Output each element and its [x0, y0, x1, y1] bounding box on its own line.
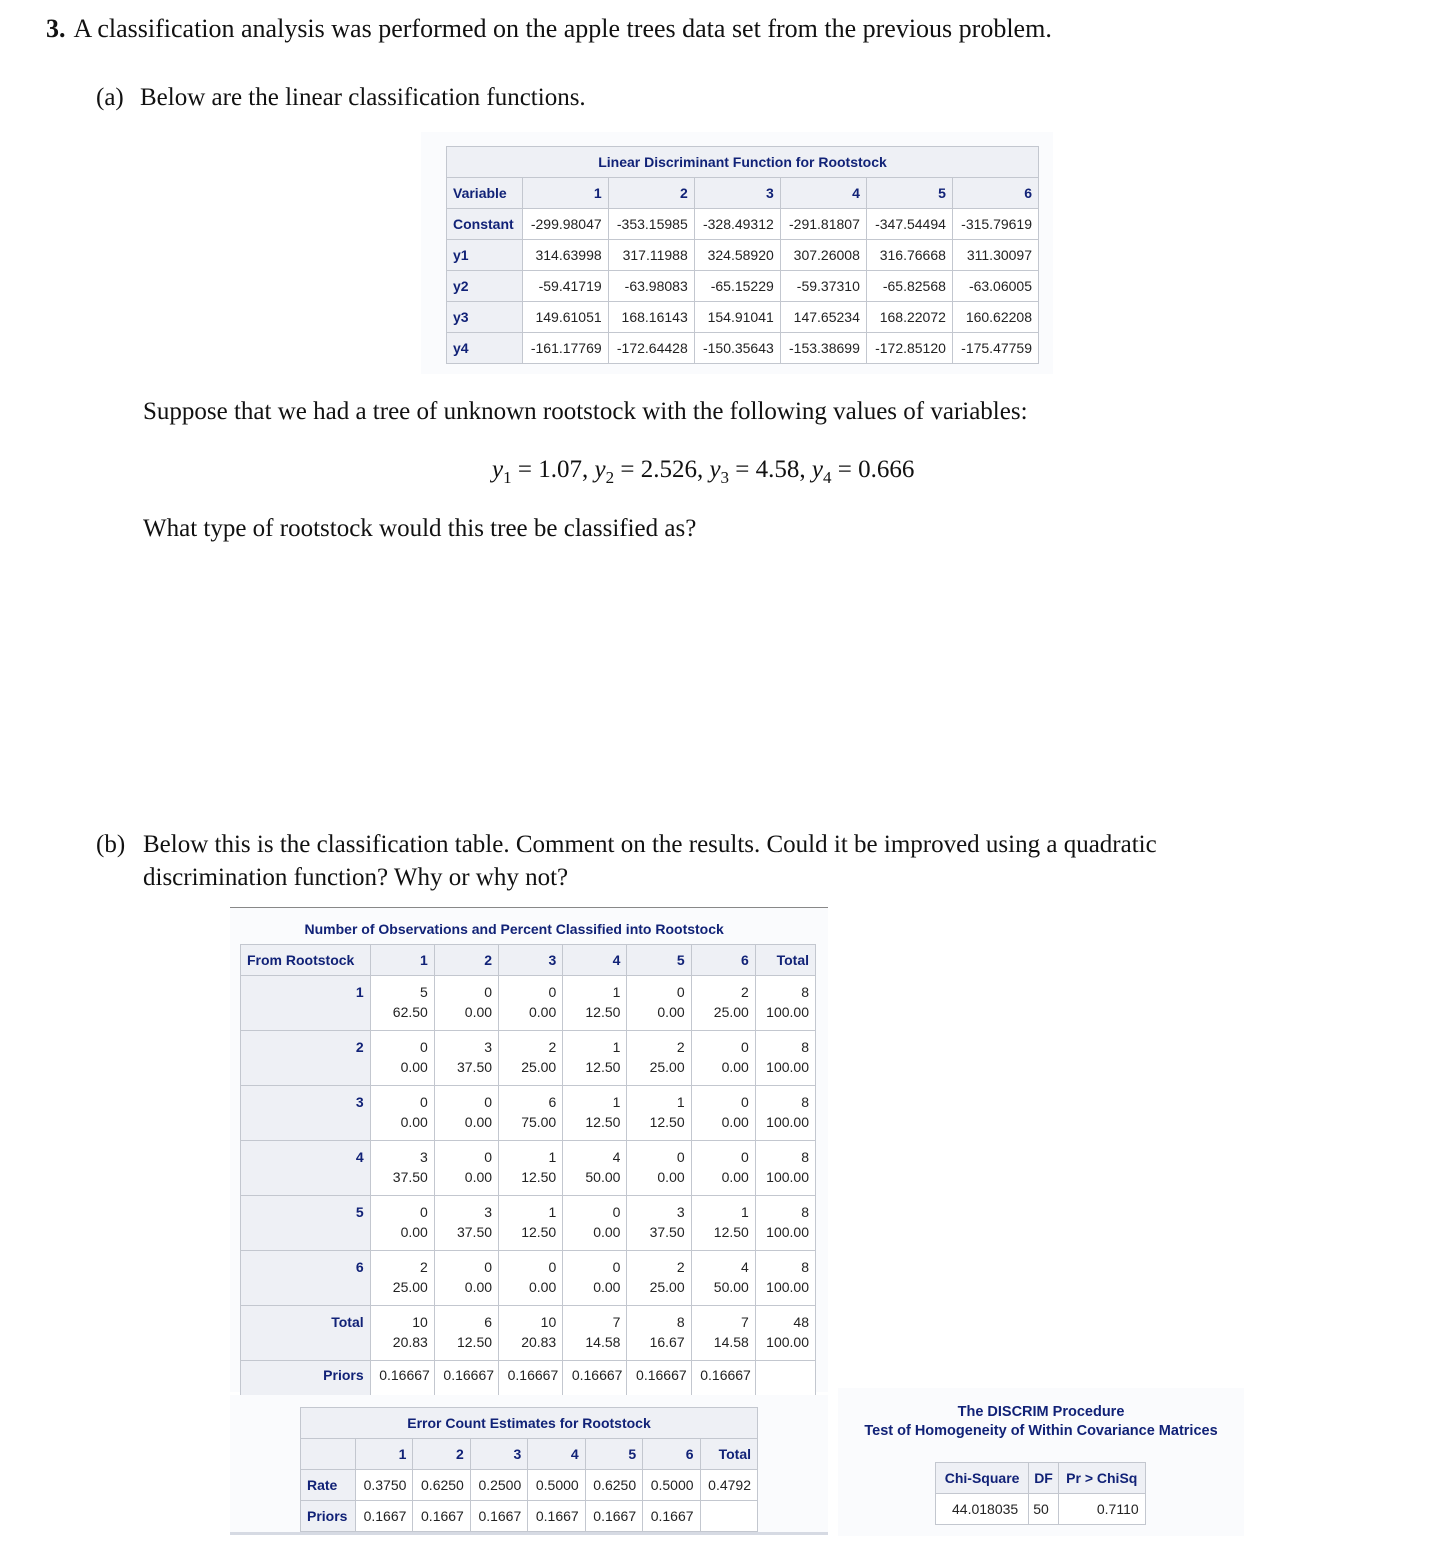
error-rate-cell: 0.5000	[643, 1470, 700, 1501]
classification-count: 0	[676, 1149, 685, 1165]
classification-count: 8	[801, 1094, 809, 1110]
ldf-cell: 316.76668	[866, 240, 952, 271]
classification-count: 6	[484, 1314, 493, 1330]
classification-table	[240, 914, 816, 1416]
classification-cell	[755, 1031, 815, 1086]
classification-count: 0	[484, 1094, 493, 1110]
error-prior-cell: 0.1667	[528, 1501, 585, 1532]
classification-percent: 37.50	[649, 1224, 685, 1240]
error-rate-cell: 0.2500	[470, 1470, 527, 1501]
classification-count: 1	[676, 1094, 685, 1110]
classification-row-label: Total	[241, 1306, 371, 1361]
homogeneity-frame	[838, 1388, 1244, 1536]
classification-percent: 0.00	[464, 1114, 493, 1130]
classification-percent: 25.00	[521, 1059, 557, 1075]
classification-percent: 16.67	[649, 1334, 685, 1350]
classification-count: 0	[612, 1259, 621, 1275]
error-table	[300, 1407, 758, 1532]
ldf-cell: -172.85120	[866, 333, 952, 364]
classification-percent: 0.00	[464, 1004, 493, 1020]
ldf-cell: -353.15985	[608, 209, 694, 240]
error-header-cell: 1	[356, 1439, 413, 1470]
error-rate-cell: 0.6250	[585, 1470, 642, 1501]
ldf-cell: -299.98047	[522, 209, 608, 240]
ldf-cell: -150.35643	[694, 333, 780, 364]
classification-percent: 12.50	[456, 1334, 493, 1350]
classification-row	[241, 1196, 816, 1251]
classification-percent: 100.00	[766, 1169, 809, 1185]
classification-cell	[434, 1196, 498, 1251]
ldf-cell: -65.15229	[694, 271, 780, 302]
classification-percent: 0.00	[400, 1059, 428, 1075]
classification-cell	[563, 1086, 627, 1141]
classification-percent: 0.00	[464, 1169, 493, 1185]
homogeneity-table	[935, 1462, 1146, 1525]
chi-square-header: Chi-Square	[936, 1463, 1029, 1494]
ldf-cell: 160.62208	[952, 302, 1038, 333]
ldf-row	[447, 209, 1039, 240]
classification-cell	[627, 1306, 691, 1361]
classification-cell	[434, 976, 498, 1031]
classification-header-row	[241, 945, 816, 976]
classification-percent: 12.50	[521, 1224, 557, 1240]
classification-count: 1	[612, 984, 621, 1000]
classification-prior: 0.16667	[563, 1361, 627, 1416]
classification-cell	[370, 1251, 434, 1306]
classification-cell	[499, 976, 563, 1031]
classification-cell	[370, 1306, 434, 1361]
ldf-cell: 307.26008	[780, 240, 866, 271]
classification-cell	[563, 1196, 627, 1251]
classification-count: 0	[420, 1039, 428, 1055]
ldf-cell: -347.54494	[866, 209, 952, 240]
error-header-cell: 4	[528, 1439, 585, 1470]
classification-count: 48	[793, 1314, 809, 1330]
ldf-cell: 311.30097	[952, 240, 1038, 271]
ldf-cell: 147.65234	[780, 302, 866, 333]
classification-cell	[691, 1251, 755, 1306]
classification-count: 1	[548, 1204, 557, 1220]
classification-header-cell: Total	[755, 945, 815, 976]
classification-percent: 0.00	[657, 1004, 685, 1020]
error-rate-cell: 0.3750	[356, 1470, 413, 1501]
classification-percent: 0.00	[593, 1279, 621, 1295]
ldf-cell: -59.37310	[780, 271, 866, 302]
classification-cell	[370, 1031, 434, 1086]
suppose-text: Suppose that we had a tree of unknown rootstock with the following values of variables:	[143, 398, 1028, 425]
error-priors-label: Priors	[301, 1501, 356, 1532]
ldf-row	[447, 333, 1039, 364]
classification-count: 8	[676, 1314, 685, 1330]
classification-cell	[370, 976, 434, 1031]
classification-count: 0	[741, 1149, 749, 1165]
classification-row-label: 1	[241, 976, 371, 1031]
classification-percent: 25.00	[649, 1279, 685, 1295]
classification-percent: 12.50	[649, 1114, 685, 1130]
part-b-heading	[96, 828, 1356, 894]
classification-cell	[499, 1141, 563, 1196]
classification-cell	[499, 1306, 563, 1361]
classification-cell	[755, 1196, 815, 1251]
classification-percent: 100.00	[766, 1279, 809, 1295]
classification-percent: 50.00	[713, 1279, 749, 1295]
classification-table-title: Number of Observations and Percent Classified into Rootstock	[241, 914, 816, 945]
ldf-table	[446, 146, 1039, 364]
classification-percent: 25.00	[649, 1059, 685, 1075]
ldf-cell: -63.98083	[608, 271, 694, 302]
homogeneity-test-title: Test of Homogeneity of Within Covariance Matrices	[864, 1423, 1218, 1439]
classification-cell	[370, 1086, 434, 1141]
error-header-cell: Total	[700, 1439, 757, 1470]
ldf-cell: -328.49312	[694, 209, 780, 240]
part-a-question: What type of rootstock would this tree be classified as?	[143, 515, 697, 542]
classification-row	[241, 1306, 816, 1361]
classification-count: 5	[420, 984, 428, 1000]
ldf-row	[447, 240, 1039, 271]
classification-count: 1	[612, 1039, 621, 1055]
classification-cell	[627, 1196, 691, 1251]
ldf-header-cell: 4	[780, 178, 866, 209]
error-prior-cell: 0.1667	[356, 1501, 413, 1532]
classification-cell	[563, 976, 627, 1031]
ldf-table-title: Linear Discriminant Function for Rootstock	[447, 147, 1039, 178]
ldf-cell: 317.11988	[608, 240, 694, 271]
classification-row-label: 4	[241, 1141, 371, 1196]
classification-count: 4	[741, 1259, 749, 1275]
classification-count: 0	[676, 984, 685, 1000]
classification-percent: 37.50	[392, 1169, 428, 1185]
classification-count: 0	[484, 984, 493, 1000]
y3-value: 4.58	[755, 456, 800, 483]
classification-table-body	[241, 976, 816, 1416]
classification-prior: 0.16667	[691, 1361, 755, 1416]
ldf-row-label: y4	[447, 333, 523, 364]
ldf-cell: -315.79619	[952, 209, 1038, 240]
classification-cell	[434, 1086, 498, 1141]
part-b-text-line1: Below this is the classification table. Comment on the results. Could it be improved using a quadratic	[143, 831, 1157, 858]
ldf-row-label: y2	[447, 271, 523, 302]
classification-header-cell: From Rootstock	[241, 945, 371, 976]
ldf-cell: -172.64428	[608, 333, 694, 364]
p-value: 0.7110	[1058, 1494, 1145, 1525]
classification-cell	[627, 1086, 691, 1141]
classification-header-cell: 3	[499, 945, 563, 976]
classification-row	[241, 1031, 816, 1086]
classification-percent: 0.00	[400, 1114, 428, 1130]
ldf-cell: 314.63998	[522, 240, 608, 271]
classification-table-frame	[230, 907, 828, 1392]
error-priors-row	[301, 1501, 758, 1532]
ldf-cell: 168.22072	[866, 302, 952, 333]
classification-count: 7	[741, 1314, 749, 1330]
classification-cell	[627, 976, 691, 1031]
classification-row-label: 2	[241, 1031, 371, 1086]
classification-count: 3	[420, 1149, 428, 1165]
ldf-header-cell: 5	[866, 178, 952, 209]
classification-percent: 0.00	[528, 1004, 557, 1020]
classification-cell	[434, 1251, 498, 1306]
ldf-header-cell: 1	[522, 178, 608, 209]
error-header-blank	[301, 1439, 356, 1470]
error-table-body	[301, 1470, 758, 1532]
homogeneity-value-row	[936, 1494, 1146, 1525]
y1-value: 1.07	[538, 456, 582, 483]
classification-count: 6	[548, 1094, 557, 1110]
ldf-cell: 324.58920	[694, 240, 780, 271]
classification-row	[241, 1251, 816, 1306]
classification-count: 8	[801, 984, 809, 1000]
classification-percent: 100.00	[766, 1334, 809, 1350]
ldf-cell: 168.16143	[608, 302, 694, 333]
classification-count: 2	[741, 984, 749, 1000]
classification-count: 0	[612, 1204, 621, 1220]
classification-count: 0	[420, 1094, 428, 1110]
ldf-cell: -59.41719	[522, 271, 608, 302]
classification-count: 2	[548, 1039, 557, 1055]
error-prior-cell: 0.1667	[643, 1501, 700, 1532]
question-text: A classification analysis was performed on the apple trees data set from the previous problem.	[73, 14, 1052, 43]
classification-percent: 0.00	[464, 1279, 493, 1295]
classification-count: 0	[741, 1094, 749, 1110]
homogeneity-header-row	[936, 1463, 1146, 1494]
classification-percent: 0.00	[721, 1059, 749, 1075]
classification-prior: 0.16667	[499, 1361, 563, 1416]
classification-prior: 0.16667	[434, 1361, 498, 1416]
ldf-header-cell: 2	[608, 178, 694, 209]
classification-percent: 20.83	[392, 1334, 428, 1350]
classification-percent: 75.00	[521, 1114, 557, 1130]
classification-percent: 62.50	[392, 1004, 428, 1020]
classification-cell	[434, 1141, 498, 1196]
classification-percent: 37.50	[456, 1059, 493, 1075]
error-header-cell: 3	[470, 1439, 527, 1470]
classification-priors-label: Priors	[241, 1361, 371, 1416]
classification-cell	[755, 976, 815, 1031]
classification-cell	[434, 1031, 498, 1086]
classification-count: 10	[540, 1314, 557, 1330]
error-rate-label: Rate	[301, 1470, 356, 1501]
classification-prior: 0.16667	[627, 1361, 691, 1416]
y2-value: 2.526	[640, 456, 697, 483]
classification-percent: 25.00	[713, 1004, 749, 1020]
classification-percent: 14.58	[585, 1334, 621, 1350]
ldf-cell: -175.47759	[952, 333, 1038, 364]
ldf-cell: 149.61051	[522, 302, 608, 333]
classification-count: 0	[741, 1039, 749, 1055]
error-prior-cell: 0.1667	[413, 1501, 470, 1532]
error-header-row	[301, 1439, 758, 1470]
ldf-row	[447, 271, 1039, 302]
classification-percent: 12.50	[713, 1224, 749, 1240]
ldf-row-label: Constant	[447, 209, 523, 240]
classification-header-cell: 1	[370, 945, 434, 976]
classification-cell	[370, 1141, 434, 1196]
ldf-cell: -63.06005	[952, 271, 1038, 302]
classification-header-cell: 5	[627, 945, 691, 976]
ldf-row	[447, 302, 1039, 333]
classification-percent: 100.00	[766, 1059, 809, 1075]
error-table-frame	[230, 1395, 828, 1535]
ldf-row-label: y3	[447, 302, 523, 333]
classification-percent: 0.00	[593, 1224, 621, 1240]
classification-count: 0	[484, 1149, 493, 1165]
classification-cell	[691, 1141, 755, 1196]
error-prior-cell: 0.1667	[585, 1501, 642, 1532]
classification-cell	[691, 1196, 755, 1251]
ldf-cell: 154.91041	[694, 302, 780, 333]
classification-row	[241, 1141, 816, 1196]
classification-count: 1	[741, 1204, 749, 1220]
classification-count: 8	[801, 1259, 809, 1275]
df-value: 50	[1029, 1494, 1059, 1525]
classification-cell	[755, 1141, 815, 1196]
classification-prior: 0.16667	[370, 1361, 434, 1416]
classification-percent: 0.00	[721, 1114, 749, 1130]
classification-count: 1	[548, 1149, 557, 1165]
classification-count: 8	[801, 1039, 809, 1055]
ldf-header-row	[447, 178, 1039, 209]
classification-count: 0	[484, 1259, 493, 1275]
classification-cell	[627, 1251, 691, 1306]
part-a-heading	[96, 84, 586, 112]
ldf-cell: -161.17769	[522, 333, 608, 364]
classification-cell	[691, 1031, 755, 1086]
discrim-procedure-title: The DISCRIM Procedure	[957, 1404, 1125, 1420]
error-rate-cell: 0.6250	[413, 1470, 470, 1501]
error-header-cell: 5	[585, 1439, 642, 1470]
classification-percent: 14.58	[713, 1334, 749, 1350]
part-b-label: (b)	[96, 831, 126, 858]
classification-cell	[691, 1306, 755, 1361]
classification-cell	[755, 1086, 815, 1141]
error-prior-cell: 0.1667	[470, 1501, 527, 1532]
classification-cell	[563, 1031, 627, 1086]
classification-percent: 25.00	[392, 1279, 428, 1295]
classification-header-cell: 2	[434, 945, 498, 976]
part-a-label: (a)	[96, 84, 124, 111]
classification-count: 7	[612, 1314, 621, 1330]
classification-count: 8	[801, 1204, 809, 1220]
part-a-text: Below are the linear classification functions.	[140, 84, 586, 111]
variable-values-equation: $y_1 = 1.07$, $y_2 = 2.526$, $y_3 = 4.58$, $y_4 = 0.666$	[492, 456, 915, 487]
ldf-header-cell: Variable	[447, 178, 523, 209]
classification-percent: 100.00	[766, 1114, 809, 1130]
classification-count: 4	[612, 1149, 621, 1165]
classification-count: 1	[612, 1094, 621, 1110]
classification-row-label: 5	[241, 1196, 371, 1251]
classification-cell	[755, 1306, 815, 1361]
classification-cell	[499, 1086, 563, 1141]
df-header: DF	[1029, 1463, 1059, 1494]
classification-row	[241, 976, 816, 1031]
ldf-cell: -153.38699	[780, 333, 866, 364]
classification-cell	[499, 1251, 563, 1306]
classification-percent: 0.00	[657, 1169, 685, 1185]
classification-percent: 100.00	[766, 1004, 809, 1020]
ldf-header-cell: 3	[694, 178, 780, 209]
classification-percent: 12.50	[585, 1004, 621, 1020]
classification-count: 8	[801, 1149, 809, 1165]
classification-header-cell: 4	[563, 945, 627, 976]
classification-percent: 100.00	[766, 1224, 809, 1240]
p-value-header: Pr > ChiSq	[1058, 1463, 1145, 1494]
classification-cell	[563, 1306, 627, 1361]
classification-count: 2	[676, 1259, 685, 1275]
question-number: 3.	[46, 14, 66, 43]
classification-row-label: 3	[241, 1086, 371, 1141]
error-header-cell: 2	[413, 1439, 470, 1470]
classification-header-cell: 6	[691, 945, 755, 976]
classification-cell	[627, 1031, 691, 1086]
classification-percent: 12.50	[585, 1114, 621, 1130]
classification-count: 2	[420, 1259, 428, 1275]
classification-row	[241, 1086, 816, 1141]
classification-cell	[691, 976, 755, 1031]
classification-count: 2	[676, 1039, 685, 1055]
ldf-cell: -65.82568	[866, 271, 952, 302]
ldf-table-frame	[421, 132, 1053, 374]
ldf-table-body	[447, 209, 1039, 364]
classification-cell	[691, 1086, 755, 1141]
error-header-cell: 6	[643, 1439, 700, 1470]
classification-cell	[434, 1306, 498, 1361]
classification-percent: 12.50	[521, 1169, 557, 1185]
classification-cell	[370, 1196, 434, 1251]
classification-cell	[499, 1031, 563, 1086]
error-rate-cell: 0.5000	[528, 1470, 585, 1501]
classification-cell	[499, 1196, 563, 1251]
classification-percent: 12.50	[585, 1059, 621, 1075]
classification-percent: 0.00	[721, 1169, 749, 1185]
error-rate-cell: 0.4792	[700, 1470, 757, 1501]
classification-count: 3	[484, 1204, 493, 1220]
error-priors-blank	[700, 1501, 757, 1532]
question-title	[46, 14, 1052, 44]
classification-percent: 37.50	[456, 1224, 493, 1240]
part-b-text-line2: discrimination function? Why or why not?	[143, 864, 569, 891]
classification-percent: 20.83	[521, 1334, 557, 1350]
classification-row-label: 6	[241, 1251, 371, 1306]
classification-percent: 0.00	[528, 1279, 557, 1295]
classification-count: 0	[420, 1204, 428, 1220]
y4-value: 0.666	[858, 456, 915, 483]
chi-square-value: 44.018035	[936, 1494, 1029, 1525]
classification-count: 3	[676, 1204, 685, 1220]
classification-count: 0	[548, 984, 557, 1000]
classification-cell	[563, 1251, 627, 1306]
classification-cell	[627, 1141, 691, 1196]
classification-cell	[563, 1141, 627, 1196]
ldf-cell: -291.81807	[780, 209, 866, 240]
ldf-header-cell: 6	[952, 178, 1038, 209]
classification-count: 0	[548, 1259, 557, 1275]
ldf-row-label: y1	[447, 240, 523, 271]
classification-count: 3	[484, 1039, 493, 1055]
classification-cell	[755, 1251, 815, 1306]
classification-count: 10	[412, 1314, 428, 1330]
classification-percent: 50.00	[585, 1169, 621, 1185]
classification-percent: 0.00	[400, 1224, 428, 1240]
error-rate-row	[301, 1470, 758, 1501]
error-table-title: Error Count Estimates for Rootstock	[301, 1408, 758, 1439]
